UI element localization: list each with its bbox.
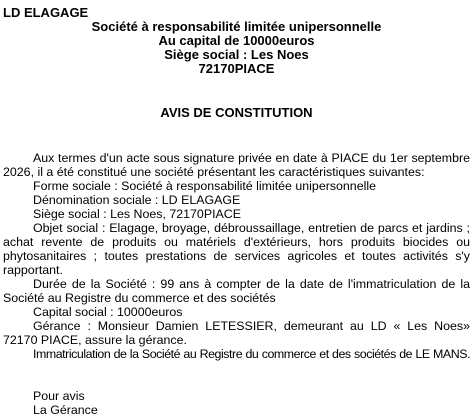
siege-social: Siège social : Les Noes, 72170PIACE bbox=[33, 207, 242, 221]
capital-social: Capital social : 10000euros bbox=[33, 305, 183, 319]
company-header bbox=[3, 20, 470, 76]
forme-sociale: Forme sociale : Société à responsabilité limitée unipersonnelle bbox=[33, 179, 376, 193]
intro-paragraph: Aux termes d'un acte sous signature privée en date à PIACE du 1er septembre 2026, il a été constitué une société présentant les caractéristiques suivantes: bbox=[3, 151, 470, 179]
signature-block bbox=[3, 389, 470, 417]
objet-social: Objet social : Elagage, broyage, débroussaillage, entretien de parcs et jardins ; achat revente de produits ou matériels d'extérieurs, hors produits biocides ou phytosanitaires ; toutes prestations de services agricoles et toutes activités s'y rapportant. bbox=[3, 221, 470, 277]
company-capital: Au capital de 10000euros bbox=[158, 33, 315, 48]
denomination-sociale: Dénomination sociale : LD ELAGAGE bbox=[33, 193, 241, 207]
immatriculation-paragraph: Immatriculation de la Société au Registre du commerce et des sociétés de LE MANS. bbox=[33, 347, 470, 361]
company-form: Société à responsabilité limitée unipersonnelle bbox=[91, 19, 382, 34]
company-city: 72170PIACE bbox=[198, 61, 275, 76]
la-gerance: La Gérance bbox=[33, 403, 98, 417]
company-seat: Siège social : Les Noes bbox=[164, 47, 309, 62]
company-name: LD ELAGAGE bbox=[3, 5, 89, 20]
gerance-paragraph: Gérance : Monsieur Damien LETESSIER, demeurant au LD « Les Noes» 72170 PIACE, assure la gérance. bbox=[3, 319, 470, 347]
pour-avis: Pour avis bbox=[33, 389, 85, 403]
notice-title: AVIS DE CONSTITUTION bbox=[160, 105, 313, 120]
duree-societe: Durée de la Société : 99 ans à compter de la date de l'immatriculation de la Société au Registre du commerce et des sociétés bbox=[3, 277, 470, 305]
notice-body bbox=[3, 151, 470, 361]
